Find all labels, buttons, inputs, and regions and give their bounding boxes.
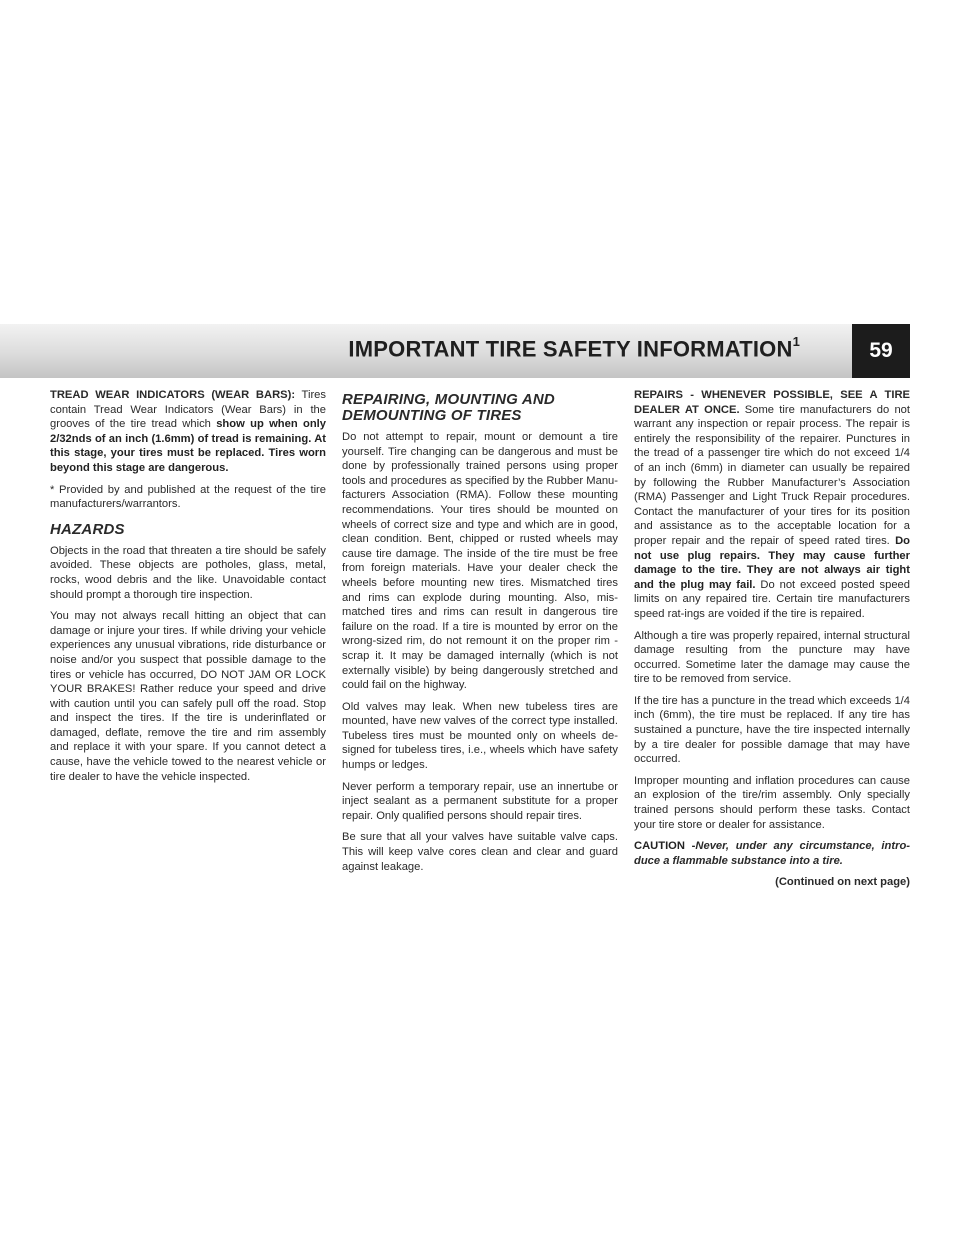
- tread-wear-text: Tires contain Tread Wear Indicators (Wear Bars) in the grooves of the tire tread which: [50, 389, 327, 431]
- repairing-paragraph-2: Old valves may leak. When new tubeless tires are mounted, have new valves of the correct type installed. Tubeless tires must be mounted only on wheels de-signed for tubeless tires, i.e., wheels which have safety humps or ledges.: [342, 700, 618, 772]
- section-title: [348, 336, 800, 362]
- repairing-paragraph-3: Never perform a temporary repair, use an innertube or inject sealant as a permanent substitute for a proper repair. Only qualified persons should repair tires.: [342, 780, 618, 822]
- tread-wear-warning: show up when only 2/32nds of an inch (1.6mm) of tread is remaining. At this stage, your tires must be replaced. Tires worn beyond this stage are dangerous.: [50, 418, 326, 474]
- repairing-heading: REPAIRING, MOUNTING AND DEMOUNTING OF TIRES: [342, 391, 555, 424]
- page-number: 59: [852, 324, 910, 378]
- continued-note: (Continued on next page): [775, 876, 910, 889]
- section-banner: [0, 324, 910, 378]
- footnote: * Provided by and published at the request of the tire manufacturers/warrantors.: [50, 483, 326, 511]
- repairing-paragraph-1: Do not attempt to repair, mount or demount a tire yourself. Tire changing can be dangerous and must be done by professionally trained persons using proper tools and procedures as specified by the Rubber Manu-facturers Association (RMA). Follow these mounting recommendations. Your tires should be mounted on wheels of correct size and type and which are in good, clean condition. Bent, chipped or rusted wheels may cause tire damage. The inside of the tire must be free from foreign materials. Have your dealer check the wheels before mounting new tires. Mismatched tires and rims can explode during mounting. Also, mis-matched tires and rims can result in dangerous tire failure on the road. If a tire is mounted by error on the wrong-sized rim, do not remount it on the proper rim - scrap it. It may be damaged internally (which is not externally visible) by being dangerously stretched and could fail on the highway.: [342, 431, 618, 692]
- repairs-paragraph-2: Although a tire was properly repaired, internal structural damage resulting from the puncture may have occurred. Sometime later the damage may cause the tire to be removed from service.: [634, 629, 910, 686]
- repairs-text: Some tire manufacturers do not warrant any inspection or repair process. The repair is entirely the responsibility of the repairer. Punctures in the tread of a passenger tire which do not exceed 1/4 of an inch (6mm) in diameter can usually be repaired by following the Rubber Manufacturer’s Association (RMA) Passenger and Light Truck Repair procedures. Contact the manufacturer of your tires for its position and assistance as to the acceptable location for a proper repair and the repair of speed rated tires.: [634, 403, 910, 547]
- plug-repair-warning: Do not use plug repairs. They may cause further damage to the tire. They are not always air tight and the plug may fail.: [634, 534, 910, 591]
- repairs-paragraph-3: If the tire has a puncture in the tread which exceeds 1/4 inch (6mm), the tire must be replaced. If any tire has sustained a puncture, have the tire inspected internally by a tire dealer for possible damage that may have occurred.: [634, 694, 910, 766]
- repairing-paragraph-4: Be sure that all your valves have suitable valve caps. This will keep valve cores clean and clear and guard against leakage.: [342, 831, 618, 873]
- tread-wear-lead: TREAD WEAR INDICATORS (WEAR BARS):: [50, 389, 296, 401]
- hazards-paragraph-2: You may not always recall hitting an object that can damage or injure your tires. If while driving your vehicle experiences any unusual vibrations, ride disturbance or noise and/or you suspect that possible damage to the tires or vehicle has occurred, DO NOT JAM OR LOCK YOUR BRAKES! Rather reduce your speed and drive with caution until you can safely pull off the road. Stop and inspect the tires. If the tire is underinflated or damaged, deflate, remove the tire and rim assembly and replace it with your spare. If you cannot detect a cause, have the vehicle towed to the nearest vehicle or tire dealer to have the vehicle inspected.: [50, 610, 326, 783]
- hazards-heading: HAZARDS: [50, 520, 125, 538]
- caution-paragraph: [634, 839, 910, 868]
- repairs-paragraph-4: Improper mounting and inflation procedures can cause an explosion of the tire/rim assembly. Only specially trained persons should perform these tasks. Contact your tire store or dealer for assistance.: [634, 774, 910, 831]
- title-footnote-mark: 1: [792, 334, 800, 349]
- repairs-tail: Do not exceed posted speed limits on any repaired tire. Certain tire manufacturers speed rat-ings are voided if the tire is repaired.: [634, 578, 910, 620]
- tread-wear-paragraph: [50, 388, 326, 476]
- column-left: [50, 388, 326, 791]
- caution-text: Never, under any circumstance, intro-duce a flammable substance into a tire.: [634, 840, 911, 867]
- column-right: [634, 388, 910, 890]
- repairs-lead: REPAIRS - WHENEVER POSSIBLE, SEE A TIRE DEALER AT ONCE.: [634, 389, 910, 416]
- repairs-paragraph-1: [634, 388, 910, 622]
- hazards-paragraph-1: Objects in the road that threaten a tire should be safely avoided. These objects are potholes, glass, metal, rocks, wood debris and the like. Unavoidable contact should prompt a thorough tire inspection.: [50, 544, 326, 601]
- column-middle: [342, 388, 618, 881]
- caution-lead: CAUTION -: [634, 840, 696, 853]
- section-title-text: IMPORTANT TIRE SAFETY INFORMATION: [348, 336, 793, 362]
